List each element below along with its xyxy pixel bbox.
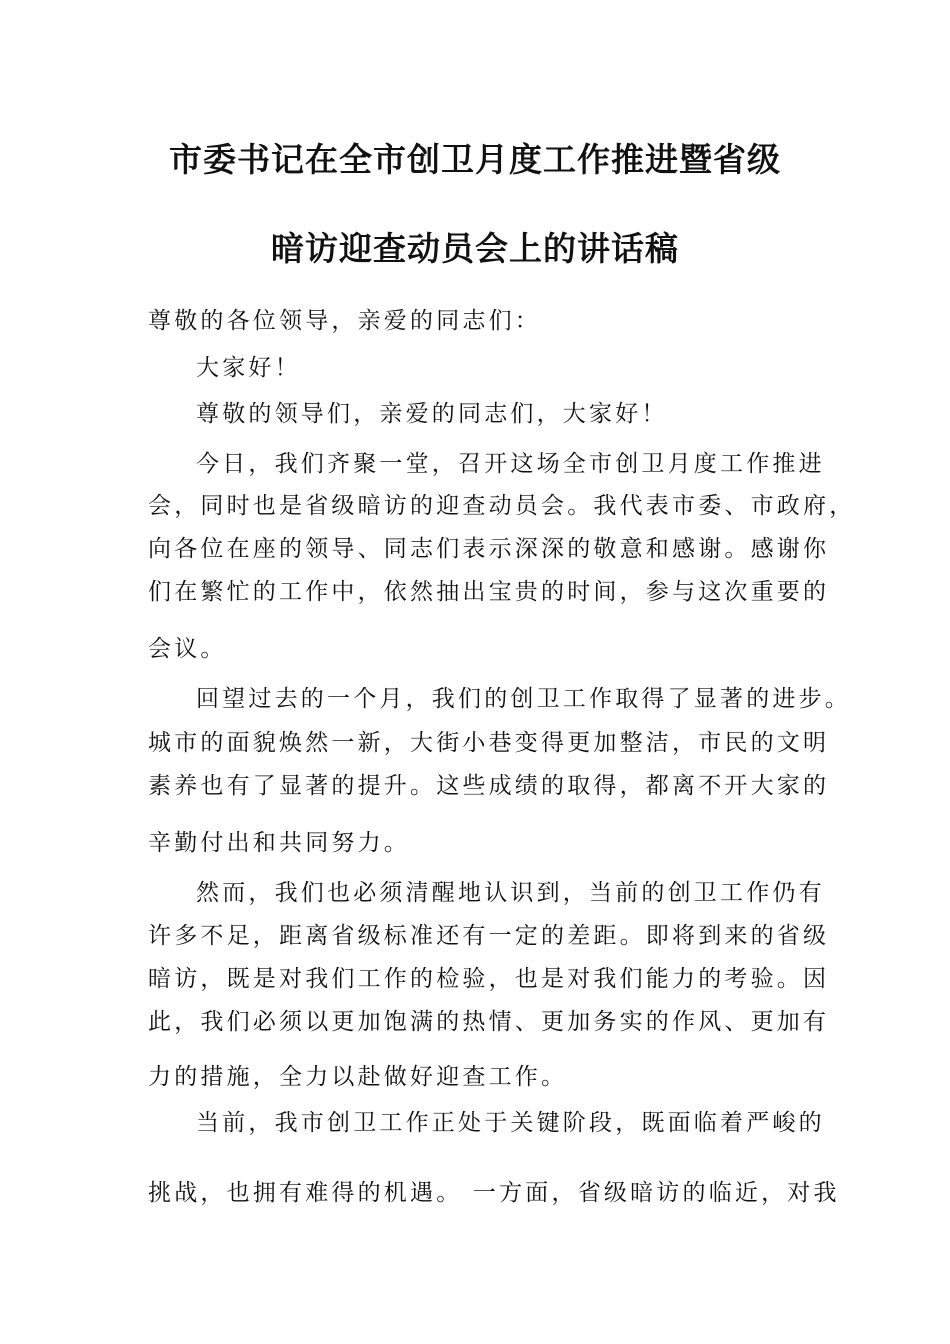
body-text-line: 力的措施，全力以赴做好迎查工作。 <box>148 1064 568 1090</box>
body-text-line: 城市的面貌焕然一新，大街小巷变得更加整洁，市民的文明 <box>148 730 830 756</box>
body-text-line: 辛勤付出和共同努力。 <box>148 830 410 856</box>
document-title-line-2: 暗访迎查动员会上的讲话稿 <box>271 229 679 268</box>
body-text-line: 今日，我们齐聚一堂，召开这场全市创卫月度工作推进 <box>196 451 825 477</box>
body-text-line: 当前，我市创卫工作正处于关键阶段，既面临着严峻的 <box>196 1110 825 1136</box>
body-text-line: 暗访，既是对我们工作的检验，也是对我们能力的考验。因 <box>148 966 830 992</box>
greeting-line: 尊敬的领导们，亲爱的同志们，大家好！ <box>196 401 668 427</box>
body-text-line: 回望过去的一个月，我们的创卫工作取得了显著的进步。 <box>196 686 851 712</box>
body-text-line: 此，我们必须以更加饱满的热情、更加务实的作风、更加有 <box>148 1009 830 1035</box>
body-text-line: 许多不足，距离省级标准还有一定的差距。即将到来的省级 <box>148 923 830 949</box>
body-text-line: 会，同时也是省级暗访的迎查动员会。我代表市委、市政府， <box>148 493 856 519</box>
salutation-line: 尊敬的各位领导，亲爱的同志们： <box>148 308 541 334</box>
body-text-line: 挑战，也拥有难得的机遇。 一方面，省级暗访的临近，对我 <box>148 1180 840 1206</box>
body-text-line: 们在繁忙的工作中，依然抽出宝贵的时间，参与这次重要的 <box>148 579 830 605</box>
document-title-line-1: 市委书记在全市创卫月度工作推进暨省级 <box>169 140 781 179</box>
body-text-line: 素养也有了显著的提升。这些成绩的取得，都离不开大家的 <box>148 773 830 799</box>
body-text-line: 向各位在座的领导、同志们表示深深的敬意和感谢。感谢你 <box>148 536 830 562</box>
body-text-line: 会议。 <box>148 636 227 662</box>
greeting-line: 大家好！ <box>196 355 301 381</box>
body-text-line: 然而，我们也必须清醒地认识到，当前的创卫工作仍有 <box>196 880 825 906</box>
